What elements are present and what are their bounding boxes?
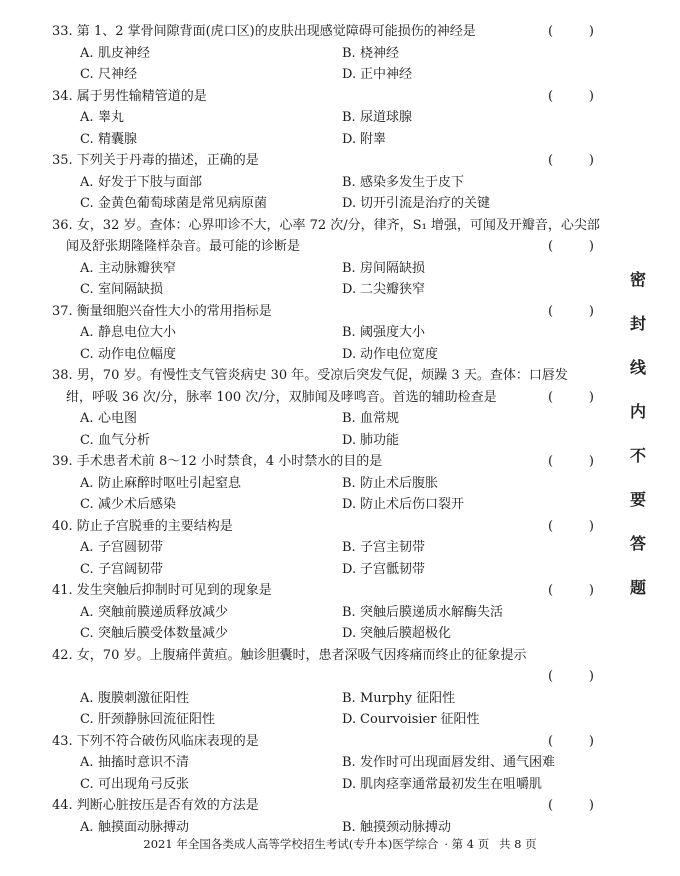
option-text: 房间隔缺损 bbox=[360, 260, 426, 276]
option-letter: B. bbox=[342, 45, 356, 61]
option-text: 子宫骶韧带 bbox=[360, 561, 426, 577]
option-letter: A. bbox=[80, 110, 94, 125]
option-text: 肺功能 bbox=[360, 432, 400, 448]
answer-bracket[interactable] bbox=[548, 150, 594, 172]
question-stem-line bbox=[52, 365, 612, 387]
question-stem-text: 33. 第 1、2 掌骨间隙背面(虎口区)的皮肤出现感觉障碍可能损伤的神经是 bbox=[52, 24, 476, 39]
answer-bracket-open: ( bbox=[548, 389, 554, 405]
answer-bracket-close: ) bbox=[588, 24, 594, 39]
option-text: 减少术后感染 bbox=[98, 497, 177, 512]
answer-bracket[interactable] bbox=[548, 301, 594, 323]
question bbox=[52, 301, 612, 366]
seal-line-char: 答 bbox=[629, 534, 646, 553]
answer-option[interactable] bbox=[342, 559, 425, 581]
answer-bracket[interactable] bbox=[548, 516, 594, 538]
answer-option[interactable] bbox=[342, 623, 451, 645]
answer-bracket[interactable] bbox=[548, 731, 594, 753]
option-text: 触摸颈动脉搏动 bbox=[360, 819, 452, 835]
option-letter: A. bbox=[80, 819, 94, 835]
option-text: 二尖瓣狭窄 bbox=[360, 282, 426, 297]
question-stem-line bbox=[52, 731, 612, 753]
option-row bbox=[52, 752, 612, 774]
answer-option[interactable] bbox=[80, 408, 137, 430]
option-letter: D. bbox=[342, 561, 357, 577]
option-letter: B. bbox=[342, 819, 356, 835]
answer-bracket-open: ( bbox=[548, 518, 554, 534]
option-text: 精囊腺 bbox=[98, 131, 138, 147]
option-text: 触摸面动脉搏动 bbox=[98, 819, 190, 835]
answer-option[interactable] bbox=[342, 172, 464, 194]
answer-bracket-open: ( bbox=[548, 239, 554, 254]
option-letter: B. bbox=[342, 604, 356, 620]
option-row bbox=[52, 43, 612, 65]
seal-line-char: 密 bbox=[629, 270, 646, 289]
option-letter: B. bbox=[342, 755, 356, 770]
option-letter: B. bbox=[342, 540, 356, 555]
question-stem-text: 43. 下列不符合破伤风临床表现的是 bbox=[52, 733, 259, 749]
answer-option[interactable] bbox=[342, 408, 399, 430]
option-letter: C. bbox=[80, 67, 94, 82]
option-row bbox=[52, 64, 612, 86]
answer-option[interactable] bbox=[342, 709, 480, 731]
question-stem-text: 44. 判断心脏按压是否有效的方法是 bbox=[52, 798, 259, 813]
answer-bracket[interactable] bbox=[548, 387, 594, 409]
question bbox=[52, 21, 612, 86]
option-text: 好发于下肢与面部 bbox=[98, 174, 203, 190]
question-stem-line bbox=[52, 21, 612, 43]
seal-line-char: 题 bbox=[629, 578, 646, 597]
answer-option[interactable] bbox=[80, 430, 150, 452]
answer-option[interactable] bbox=[80, 129, 137, 151]
question bbox=[52, 580, 612, 645]
option-text: 突触后膜超极化 bbox=[360, 626, 452, 641]
answer-option[interactable] bbox=[342, 537, 425, 559]
option-text: 睾丸 bbox=[98, 110, 125, 125]
answer-option[interactable] bbox=[80, 279, 163, 301]
question bbox=[52, 451, 612, 516]
option-letter: C. bbox=[80, 776, 94, 792]
answer-option[interactable] bbox=[80, 623, 228, 645]
question bbox=[52, 645, 612, 731]
option-text: 静息电位大小 bbox=[98, 325, 177, 340]
option-letter: D. bbox=[342, 346, 357, 362]
option-letter: B. bbox=[342, 174, 356, 190]
option-letter: D. bbox=[342, 282, 357, 297]
question-stem-line bbox=[52, 795, 612, 817]
answer-option[interactable] bbox=[80, 537, 163, 559]
question-stem-line bbox=[52, 150, 612, 172]
question-stem-text: 34. 属于男性输精管道的是 bbox=[52, 88, 207, 104]
question-stem-text: 闻及舒张期隆隆样杂音。最可能的诊断是 bbox=[66, 239, 301, 254]
question-stem-line bbox=[52, 215, 612, 237]
option-text: 尿道球腺 bbox=[360, 110, 413, 125]
option-row bbox=[52, 258, 612, 280]
answer-bracket-close: ) bbox=[588, 733, 594, 749]
answer-option[interactable] bbox=[342, 430, 399, 452]
option-letter: A. bbox=[80, 755, 94, 770]
answer-option[interactable] bbox=[80, 107, 124, 129]
answer-option[interactable] bbox=[342, 258, 425, 280]
question-stem-line bbox=[52, 580, 612, 602]
option-letter: A. bbox=[80, 45, 94, 61]
seal-line-char: 不 bbox=[629, 446, 646, 465]
option-letter: A. bbox=[80, 475, 94, 491]
option-text: 动作电位宽度 bbox=[360, 346, 439, 362]
question bbox=[52, 795, 612, 838]
option-text: 肌肉痉挛通常最初发生在咀嚼肌 bbox=[360, 776, 543, 792]
option-letter: D. bbox=[342, 131, 357, 147]
option-letter: C. bbox=[80, 282, 94, 297]
option-row bbox=[52, 774, 612, 796]
option-text: Murphy 征阳性 bbox=[360, 690, 456, 706]
option-letter: A. bbox=[80, 690, 94, 706]
option-letter: C. bbox=[80, 626, 94, 641]
option-letter: C. bbox=[80, 712, 94, 727]
answer-option[interactable] bbox=[80, 774, 189, 796]
option-text: 主动脉瓣狭窄 bbox=[98, 260, 177, 276]
answer-bracket-close: ) bbox=[588, 153, 594, 168]
answer-option[interactable] bbox=[80, 752, 189, 774]
option-row bbox=[52, 817, 612, 839]
answer-option[interactable] bbox=[342, 107, 412, 129]
option-letter: B. bbox=[342, 475, 356, 491]
answer-option[interactable] bbox=[342, 322, 425, 344]
option-text: 室间隔缺损 bbox=[98, 282, 164, 297]
seal-line-char: 内 bbox=[629, 402, 646, 421]
option-text: 抽搐时意识不清 bbox=[98, 755, 190, 770]
question-stem-line bbox=[52, 645, 612, 667]
answer-option[interactable] bbox=[80, 64, 137, 86]
option-letter: D. bbox=[342, 497, 357, 512]
question-stem-line bbox=[52, 301, 612, 323]
answer-bracket-close: ) bbox=[588, 669, 594, 684]
answer-bracket-close: ) bbox=[588, 798, 594, 813]
answer-option[interactable] bbox=[80, 193, 267, 215]
option-letter: C. bbox=[80, 196, 94, 211]
option-letter: A. bbox=[80, 540, 94, 555]
option-letter: A. bbox=[80, 325, 94, 340]
option-text: 桡神经 bbox=[360, 45, 400, 61]
option-text: 防止麻醉时呕吐引起窒息 bbox=[98, 475, 242, 491]
question-stem-text: 42. 女，70 岁。上腹痛伴黄疸。触诊胆囊时，患者深吸气因疼痛而终止的征象提示 bbox=[52, 647, 527, 663]
answer-bracket-open: ( bbox=[548, 24, 554, 39]
option-text: 突触前膜递质释放减少 bbox=[98, 604, 229, 620]
question-stem-line bbox=[52, 86, 612, 108]
answer-bracket[interactable] bbox=[548, 666, 594, 688]
option-text: 心电图 bbox=[98, 411, 138, 426]
answer-bracket-close: ) bbox=[588, 88, 594, 104]
question bbox=[52, 215, 612, 301]
seal-line-notice bbox=[626, 258, 650, 610]
option-letter: C. bbox=[80, 561, 94, 577]
answer-option[interactable] bbox=[80, 688, 189, 710]
option-letter: C. bbox=[80, 432, 94, 448]
option-letter: B. bbox=[342, 690, 356, 706]
question-stem-text: 35. 下列关于丹毒的描述，正确的是 bbox=[52, 153, 259, 168]
option-letter: C. bbox=[80, 346, 94, 362]
option-row bbox=[52, 408, 612, 430]
option-row bbox=[52, 688, 612, 710]
option-row bbox=[52, 623, 612, 645]
answer-option[interactable] bbox=[342, 43, 399, 65]
answer-bracket-open: ( bbox=[548, 153, 554, 168]
option-text: 感染多发生于皮下 bbox=[360, 174, 465, 190]
question-list bbox=[52, 21, 612, 838]
answer-option[interactable] bbox=[80, 709, 215, 731]
question-stem-line bbox=[52, 236, 612, 258]
answer-option[interactable] bbox=[342, 129, 386, 151]
question-stem-text: 绀，呼吸 36 次/分，脉率 100 次/分，双肺闻及哮鸣音。首选的辅助检查是 bbox=[66, 389, 497, 405]
answer-bracket-open: ( bbox=[548, 454, 554, 469]
answer-bracket[interactable] bbox=[548, 21, 594, 43]
footer-exam-title: 2021 年全国各类成人高等学校招生考试(专升本)医学综合 bbox=[143, 837, 439, 851]
option-text: 金黄色葡萄球菌是常见病原菌 bbox=[98, 196, 268, 211]
option-row bbox=[52, 107, 612, 129]
answer-bracket-open: ( bbox=[548, 669, 554, 684]
question-stem-text: 40. 防止子宫脱垂的主要结构是 bbox=[52, 518, 233, 534]
option-letter: A. bbox=[80, 260, 94, 276]
option-row bbox=[52, 172, 612, 194]
option-row bbox=[52, 279, 612, 301]
question-stem-line bbox=[52, 451, 612, 473]
option-text: 发作时可出现面唇发绀、通气困难 bbox=[360, 755, 556, 770]
answer-option[interactable] bbox=[80, 344, 176, 366]
option-letter: D. bbox=[342, 432, 357, 448]
option-text: 阈强度大小 bbox=[360, 325, 426, 340]
page-footer bbox=[0, 836, 680, 852]
answer-bracket-open: ( bbox=[548, 88, 554, 104]
option-row bbox=[52, 129, 612, 151]
answer-bracket[interactable] bbox=[548, 580, 594, 602]
question-stem-line bbox=[52, 387, 612, 409]
question-stem-text: 37. 衡量细胞兴奋性大小的常用指标是 bbox=[52, 303, 272, 319]
answer-option[interactable] bbox=[80, 43, 150, 65]
option-text: 突触后膜递质水解酶失活 bbox=[360, 604, 504, 620]
seal-line-char: 封 bbox=[629, 314, 646, 333]
option-letter: D. bbox=[342, 626, 357, 641]
option-text: 尺神经 bbox=[98, 67, 138, 82]
option-letter: A. bbox=[80, 604, 94, 620]
option-letter: B. bbox=[342, 260, 356, 276]
answer-option[interactable] bbox=[80, 322, 176, 344]
question-stem-line bbox=[52, 516, 612, 538]
option-row bbox=[52, 430, 612, 452]
question-stem-text: 39. 手术患者术前 8～12 小时禁食，4 小时禁水的目的是 bbox=[52, 454, 383, 469]
footer-page-number: · 第 4 页 bbox=[444, 837, 490, 851]
option-row bbox=[52, 709, 612, 731]
question-stem-text: 36. 女，32 岁。查体：心界叩诊不大，心率 72 次/分，律齐，S₁ 增强，可闻及开瓣音，心尖部 bbox=[52, 217, 600, 233]
answer-bracket-open: ( bbox=[548, 733, 554, 749]
option-text: 可出现角弓反张 bbox=[98, 776, 190, 792]
option-text: 子宫主韧带 bbox=[360, 540, 426, 555]
option-letter: D. bbox=[342, 776, 357, 792]
option-text: 子宫阔韧带 bbox=[98, 561, 164, 577]
answer-bracket-close: ) bbox=[588, 303, 594, 319]
option-text: 肝颈静脉回流征阳性 bbox=[98, 712, 216, 727]
answer-bracket[interactable] bbox=[548, 236, 594, 258]
option-text: 正中神经 bbox=[360, 67, 413, 82]
option-letter: D. bbox=[342, 712, 357, 727]
option-text: 腹膜刺激征阳性 bbox=[98, 690, 190, 706]
option-row bbox=[52, 494, 612, 516]
answer-option[interactable] bbox=[80, 172, 202, 194]
option-text: 动作电位幅度 bbox=[98, 346, 177, 362]
option-text: 切开引流是治疗的关键 bbox=[360, 196, 491, 211]
option-row bbox=[52, 193, 612, 215]
option-text: 子宫圆韧带 bbox=[98, 540, 164, 555]
answer-option[interactable] bbox=[342, 344, 438, 366]
answer-bracket-open: ( bbox=[548, 583, 554, 598]
answer-bracket[interactable] bbox=[548, 795, 594, 817]
answer-option[interactable] bbox=[342, 473, 438, 495]
option-letter: D. bbox=[342, 196, 357, 211]
seal-line-char: 要 bbox=[629, 490, 646, 509]
answer-option[interactable] bbox=[342, 64, 412, 86]
option-letter: D. bbox=[342, 67, 357, 82]
option-text: 血气分析 bbox=[98, 432, 151, 448]
option-text: Courvoisier 征阳性 bbox=[360, 712, 480, 727]
option-text: 突触后膜受体数量减少 bbox=[98, 626, 229, 641]
answer-option[interactable] bbox=[80, 258, 176, 280]
answer-bracket-close: ) bbox=[588, 389, 594, 405]
answer-option[interactable] bbox=[342, 279, 425, 301]
question bbox=[52, 516, 612, 581]
option-letter: C. bbox=[80, 131, 94, 147]
answer-bracket-close: ) bbox=[588, 239, 594, 254]
answer-option[interactable] bbox=[342, 193, 490, 215]
question-stem-text: 41. 发生突触后抑制时可见到的现象是 bbox=[52, 583, 272, 598]
answer-option[interactable] bbox=[342, 602, 503, 624]
option-letter: B. bbox=[342, 325, 356, 340]
answer-option[interactable] bbox=[342, 494, 464, 516]
question bbox=[52, 86, 612, 151]
footer-total-pages: 共 8 页 bbox=[498, 837, 537, 851]
option-letter: B. bbox=[342, 411, 356, 426]
option-letter: A. bbox=[80, 174, 94, 190]
answer-option[interactable] bbox=[342, 817, 451, 839]
answer-option[interactable] bbox=[80, 473, 241, 495]
option-row bbox=[52, 473, 612, 495]
option-text: 附睾 bbox=[360, 131, 387, 147]
answer-bracket-line bbox=[52, 666, 612, 688]
option-letter: B. bbox=[342, 110, 356, 125]
answer-bracket-close: ) bbox=[588, 518, 594, 534]
answer-bracket[interactable] bbox=[548, 451, 594, 473]
question-stem-text: 38. 男，70 岁。有慢性支气管炎病史 30 年。受凉后突发气促，烦躁 3 天。查体：口唇发 bbox=[52, 368, 568, 383]
answer-bracket[interactable] bbox=[548, 86, 594, 108]
answer-bracket-close: ) bbox=[588, 583, 594, 598]
option-text: 血常规 bbox=[360, 411, 400, 426]
answer-option[interactable] bbox=[80, 494, 176, 516]
answer-option[interactable] bbox=[80, 559, 163, 581]
option-row bbox=[52, 537, 612, 559]
option-row bbox=[52, 602, 612, 624]
option-row bbox=[52, 322, 612, 344]
option-row bbox=[52, 344, 612, 366]
answer-option[interactable] bbox=[342, 774, 542, 796]
question bbox=[52, 365, 612, 451]
answer-option[interactable] bbox=[80, 602, 228, 624]
option-row bbox=[52, 559, 612, 581]
answer-bracket-open: ( bbox=[548, 798, 554, 813]
question bbox=[52, 731, 612, 796]
option-text: 肌皮神经 bbox=[98, 45, 151, 61]
answer-option[interactable] bbox=[342, 688, 455, 710]
answer-bracket-close: ) bbox=[588, 454, 594, 469]
answer-bracket-open: ( bbox=[548, 303, 554, 319]
seal-line-char: 线 bbox=[629, 358, 646, 377]
option-letter: C. bbox=[80, 497, 94, 512]
question bbox=[52, 150, 612, 215]
option-letter: A. bbox=[80, 411, 94, 426]
answer-option[interactable] bbox=[80, 817, 189, 839]
option-text: 防止术后腹胀 bbox=[360, 475, 439, 491]
answer-option[interactable] bbox=[342, 752, 555, 774]
option-text: 防止术后伤口裂开 bbox=[360, 497, 465, 512]
